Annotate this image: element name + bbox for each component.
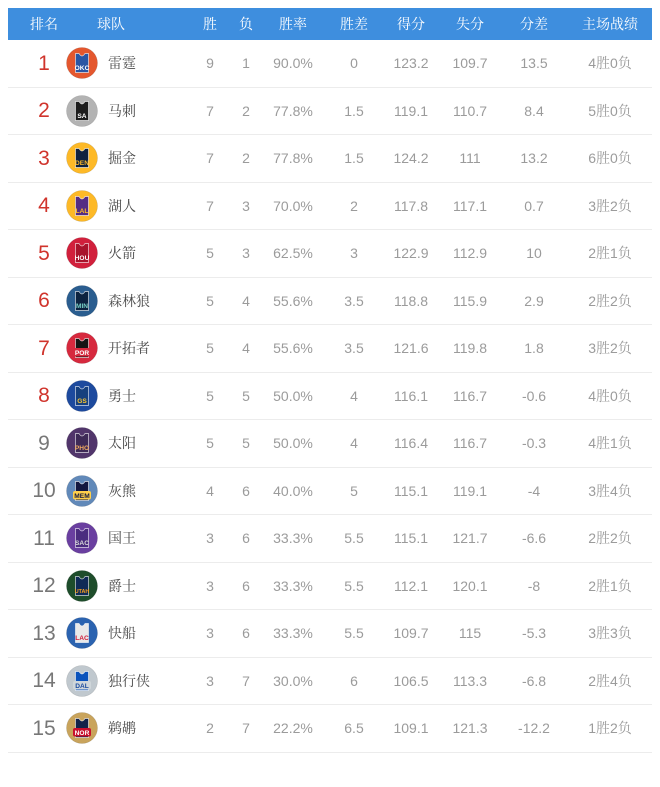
wins-value: 3: [206, 530, 214, 547]
team-cell[interactable]: [64, 285, 188, 317]
rank-number: 1: [38, 51, 50, 75]
home-record-value: 2胜2负: [588, 292, 632, 309]
rank-number: 11: [33, 526, 55, 550]
rank-number: 13: [32, 621, 56, 645]
team-logo-icon: [66, 142, 98, 174]
points-for-value: 117.8: [394, 197, 428, 214]
rank-cell: [8, 100, 64, 121]
points-for-value: 116.1: [394, 387, 428, 404]
point-diff-value: -8: [527, 577, 541, 594]
svg-text:MEM: MEM: [74, 492, 90, 500]
points-for-value: 106.5: [393, 672, 429, 689]
column-header-games-behind: 胜差: [340, 16, 368, 32]
points-against-value: 112.9: [453, 245, 487, 262]
team-name[interactable]: 雷霆: [108, 55, 136, 72]
column-header-wins: 胜: [203, 16, 217, 32]
team-cell[interactable]: [64, 47, 188, 79]
point-diff-value: -6.8: [521, 672, 547, 689]
team-name[interactable]: 灰熊: [108, 482, 136, 499]
points-for-value: 109.7: [393, 625, 429, 642]
games-behind-value: 1.5: [344, 150, 364, 167]
points-against-value: 109.7: [452, 55, 488, 72]
points-against-value: 121.3: [452, 720, 488, 737]
table-row[interactable]: [8, 420, 652, 468]
table-row[interactable]: [8, 88, 652, 136]
team-name[interactable]: 湖人: [108, 197, 136, 214]
win-pct-value: 30.0%: [273, 672, 313, 689]
team-logo-icon: [66, 665, 98, 697]
table-row[interactable]: [8, 658, 652, 706]
table-header-row: [8, 8, 652, 40]
svg-text:DEN: DEN: [75, 160, 89, 168]
games-behind-value: 5.5: [344, 625, 364, 642]
points-against-value: 116.7: [453, 435, 487, 452]
losses-value: 6: [242, 530, 250, 547]
team-cell[interactable]: [64, 380, 188, 412]
points-for-value: 121.6: [393, 340, 429, 357]
table-row[interactable]: [8, 563, 652, 611]
table-body: [8, 40, 652, 753]
team-logo-icon: [66, 570, 98, 602]
rank-cell: [8, 480, 64, 501]
rank-number: 12: [32, 574, 56, 598]
rank-cell: [8, 718, 64, 739]
home-record-value: 1胜2负: [588, 720, 632, 737]
losses-value: 6: [242, 577, 250, 594]
points-against-value: 116.7: [453, 387, 487, 404]
games-behind-value: 3.5: [344, 340, 364, 357]
svg-text:HOU: HOU: [74, 255, 90, 263]
home-record-value: 4胜1负: [588, 435, 632, 452]
win-pct-value: 77.8%: [273, 102, 313, 119]
rank-number: 7: [38, 336, 50, 360]
wins-value: 4: [206, 482, 214, 499]
losses-value: 2: [242, 150, 250, 167]
team-cell[interactable]: [64, 237, 188, 269]
rank-cell: [8, 528, 64, 549]
team-logo-icon: [66, 190, 98, 222]
win-pct-value: 50.0%: [273, 387, 313, 404]
points-for-value: 116.4: [394, 435, 428, 452]
point-diff-value: -5.3: [521, 625, 547, 642]
team-name[interactable]: 爵士: [108, 577, 136, 594]
points-for-value: 115.1: [394, 530, 428, 547]
team-cell[interactable]: [64, 475, 188, 507]
team-logo-icon: [66, 475, 98, 507]
home-record-value: 4胜0负: [588, 55, 632, 72]
home-record-value: 3胜4负: [588, 482, 632, 499]
svg-text:LAL: LAL: [75, 207, 89, 215]
column-header-points-against: 失分: [456, 16, 484, 32]
point-diff-value: 0.7: [524, 197, 544, 214]
losses-value: 3: [242, 245, 250, 262]
wins-value: 7: [206, 197, 214, 214]
points-against-value: 113.3: [453, 672, 487, 689]
win-pct-value: 55.6%: [273, 340, 313, 357]
svg-text:SAC: SAC: [75, 540, 89, 548]
rank-cell: [8, 148, 64, 169]
column-header-losses: 负: [239, 16, 253, 32]
home-record-value: 5胜0负: [588, 102, 632, 119]
team-cell[interactable]: [64, 522, 188, 554]
home-record-value: 2胜1负: [588, 577, 632, 594]
rank-cell: [8, 243, 64, 264]
svg-text:POR: POR: [74, 350, 90, 358]
svg-text:NOR: NOR: [74, 730, 90, 738]
team-logo-icon: [66, 47, 98, 79]
points-against-value: 121.7: [452, 530, 488, 547]
point-diff-value: -12.2: [518, 720, 550, 737]
points-against-value: 111: [459, 150, 481, 167]
losses-value: 4: [242, 292, 250, 309]
team-name[interactable]: 开拓者: [108, 340, 150, 357]
table-row[interactable]: [8, 515, 652, 563]
table-row[interactable]: [8, 325, 652, 373]
win-pct-value: 70.0%: [273, 197, 313, 214]
games-behind-value: 6: [350, 672, 358, 689]
points-for-value: 112.1: [394, 577, 428, 594]
losses-value: 3: [242, 197, 250, 214]
svg-text:SA: SA: [77, 112, 87, 120]
svg-text:MIN: MIN: [75, 302, 89, 310]
rank-number: 5: [38, 241, 50, 265]
rank-cell: [8, 385, 64, 406]
table-row[interactable]: [8, 610, 652, 658]
svg-text:UTAH: UTAH: [74, 588, 90, 595]
wins-value: 7: [206, 150, 214, 167]
rank-number: 6: [38, 289, 50, 313]
point-diff-value: -4: [527, 482, 541, 499]
column-header-points-for: 得分: [397, 16, 425, 32]
table-row[interactable]: [8, 278, 652, 326]
svg-text:OKC: OKC: [74, 65, 90, 73]
column-header-point-diff: 分差: [520, 16, 548, 32]
wins-value: 3: [206, 625, 214, 642]
losses-value: 7: [242, 672, 250, 689]
team-cell[interactable]: [64, 190, 188, 222]
losses-value: 1: [242, 55, 250, 72]
win-pct-value: 40.0%: [273, 482, 313, 499]
wins-value: 5: [206, 245, 214, 262]
rank-cell: [8, 53, 64, 74]
wins-value: 5: [206, 340, 214, 357]
point-diff-value: 10: [526, 245, 542, 262]
team-cell[interactable]: [64, 570, 188, 602]
team-name[interactable]: 快船: [108, 625, 136, 642]
svg-text:LAC: LAC: [75, 635, 89, 643]
point-diff-value: -0.6: [521, 387, 547, 404]
team-name[interactable]: 独行侠: [108, 672, 150, 689]
rank-cell: [8, 195, 64, 216]
column-header-win-pct: 胜率: [279, 16, 307, 32]
team-logo-icon: [66, 712, 98, 744]
points-for-value: 109.1: [393, 720, 429, 737]
games-behind-value: 0: [350, 55, 358, 72]
home-record-value: 4胜0负: [588, 387, 632, 404]
column-header-team: 球队: [97, 16, 125, 32]
games-behind-value: 4: [350, 435, 358, 452]
home-record-value: 6胜0负: [588, 150, 632, 167]
point-diff-value: -6.6: [521, 530, 547, 547]
games-behind-value: 6.5: [344, 720, 364, 737]
team-logo-icon: [66, 522, 98, 554]
rank-cell: [8, 338, 64, 359]
points-against-value: 110.7: [453, 102, 487, 119]
team-cell[interactable]: [64, 95, 188, 127]
rank-number: 9: [38, 431, 50, 455]
win-pct-value: 22.2%: [273, 720, 313, 737]
point-diff-value: 13.5: [520, 55, 548, 72]
games-behind-value: 3.5: [344, 292, 364, 309]
team-logo-icon: [66, 617, 98, 649]
team-cell[interactable]: [64, 665, 188, 697]
win-pct-value: 33.3%: [273, 625, 313, 642]
team-logo-icon: [66, 380, 98, 412]
points-for-value: 118.8: [394, 292, 428, 309]
home-record-value: 2胜4负: [588, 672, 632, 689]
home-record-value: 3胜2负: [588, 197, 632, 214]
team-logo-icon: [66, 95, 98, 127]
win-pct-value: 77.8%: [273, 150, 313, 167]
team-cell[interactable]: [64, 617, 188, 649]
rank-number: 2: [38, 99, 50, 123]
games-behind-value: 3: [350, 245, 358, 262]
wins-value: 5: [206, 292, 214, 309]
table-row[interactable]: [8, 230, 652, 278]
win-pct-value: 50.0%: [273, 435, 313, 452]
team-cell[interactable]: [64, 427, 188, 459]
rank-cell: [8, 433, 64, 454]
svg-text:GS: GS: [77, 397, 87, 405]
team-cell[interactable]: [64, 712, 188, 744]
win-pct-value: 90.0%: [273, 55, 313, 72]
team-name[interactable]: 掘金: [108, 150, 136, 167]
team-name[interactable]: 太阳: [108, 435, 136, 452]
games-behind-value: 5: [350, 482, 358, 499]
points-against-value: 120.1: [452, 577, 488, 594]
wins-value: 5: [206, 435, 214, 452]
home-record-value: 2胜1负: [588, 245, 632, 262]
points-for-value: 124.2: [393, 150, 429, 167]
rank-number: 3: [38, 146, 50, 170]
rank-number: 14: [32, 669, 56, 693]
rank-cell: [8, 290, 64, 311]
rank-cell: [8, 670, 64, 691]
point-diff-value: 2.9: [524, 292, 544, 309]
team-logo-icon: [66, 285, 98, 317]
points-for-value: 123.2: [393, 55, 429, 72]
point-diff-value: 1.8: [524, 340, 544, 357]
team-name[interactable]: 国王: [108, 530, 136, 547]
points-against-value: 117.1: [453, 197, 487, 214]
wins-value: 9: [206, 55, 214, 72]
team-name[interactable]: 勇士: [108, 387, 136, 404]
points-against-value: 115.9: [453, 292, 487, 309]
point-diff-value: 13.2: [520, 150, 548, 167]
table-row[interactable]: [8, 40, 652, 88]
svg-text:DAL: DAL: [75, 682, 89, 690]
rank-number: 4: [38, 194, 50, 218]
team-name[interactable]: 森林狼: [108, 292, 150, 309]
point-diff-value: -0.3: [521, 435, 547, 452]
team-cell[interactable]: [64, 332, 188, 364]
losses-value: 5: [242, 387, 250, 404]
losses-value: 2: [242, 102, 250, 119]
losses-value: 5: [242, 435, 250, 452]
team-name[interactable]: 马刺: [108, 102, 136, 119]
losses-value: 6: [242, 482, 250, 499]
svg-text:PHO: PHO: [74, 445, 90, 453]
rank-cell: [8, 623, 64, 644]
rank-number: 10: [32, 479, 56, 503]
games-behind-value: 4: [350, 387, 358, 404]
table-row[interactable]: [8, 468, 652, 516]
win-pct-value: 33.3%: [273, 577, 313, 594]
column-header-home-record: 主场战绩: [582, 16, 638, 32]
team-name[interactable]: 火箭: [108, 245, 136, 262]
games-behind-value: 2: [350, 197, 358, 214]
points-for-value: 115.1: [394, 482, 428, 499]
rank-number: 8: [38, 384, 50, 408]
table-row[interactable]: [8, 373, 652, 421]
rank-number: 15: [32, 716, 56, 740]
games-behind-value: 5.5: [344, 577, 364, 594]
team-cell[interactable]: [64, 142, 188, 174]
table-row[interactable]: [8, 705, 652, 753]
home-record-value: 3胜2负: [588, 340, 632, 357]
points-against-value: 115: [458, 625, 482, 642]
losses-value: 7: [242, 720, 250, 737]
wins-value: 2: [206, 720, 214, 737]
standings-table: [8, 8, 652, 753]
home-record-value: 3胜3负: [588, 625, 632, 642]
column-header-rank: 排名: [30, 16, 58, 32]
points-against-value: 119.1: [453, 482, 487, 499]
team-logo-icon: [66, 427, 98, 459]
rank-cell: [8, 575, 64, 596]
points-for-value: 119.1: [394, 102, 428, 119]
games-behind-value: 5.5: [344, 530, 364, 547]
home-record-value: 2胜2负: [588, 530, 632, 547]
table-row[interactable]: [8, 135, 652, 183]
team-logo-icon: [66, 332, 98, 364]
team-name[interactable]: 鹈鹕: [108, 720, 136, 737]
wins-value: 7: [206, 102, 214, 119]
point-diff-value: 8.4: [524, 102, 544, 119]
losses-value: 6: [242, 625, 250, 642]
wins-value: 3: [206, 577, 214, 594]
points-against-value: 119.8: [453, 340, 487, 357]
wins-value: 3: [206, 672, 214, 689]
losses-value: 4: [242, 340, 250, 357]
table-row[interactable]: [8, 183, 652, 231]
games-behind-value: 1.5: [344, 102, 364, 119]
points-for-value: 122.9: [393, 245, 429, 262]
win-pct-value: 55.6%: [273, 292, 313, 309]
win-pct-value: 62.5%: [273, 245, 313, 262]
win-pct-value: 33.3%: [273, 530, 313, 547]
team-logo-icon: [66, 237, 98, 269]
wins-value: 5: [206, 387, 214, 404]
